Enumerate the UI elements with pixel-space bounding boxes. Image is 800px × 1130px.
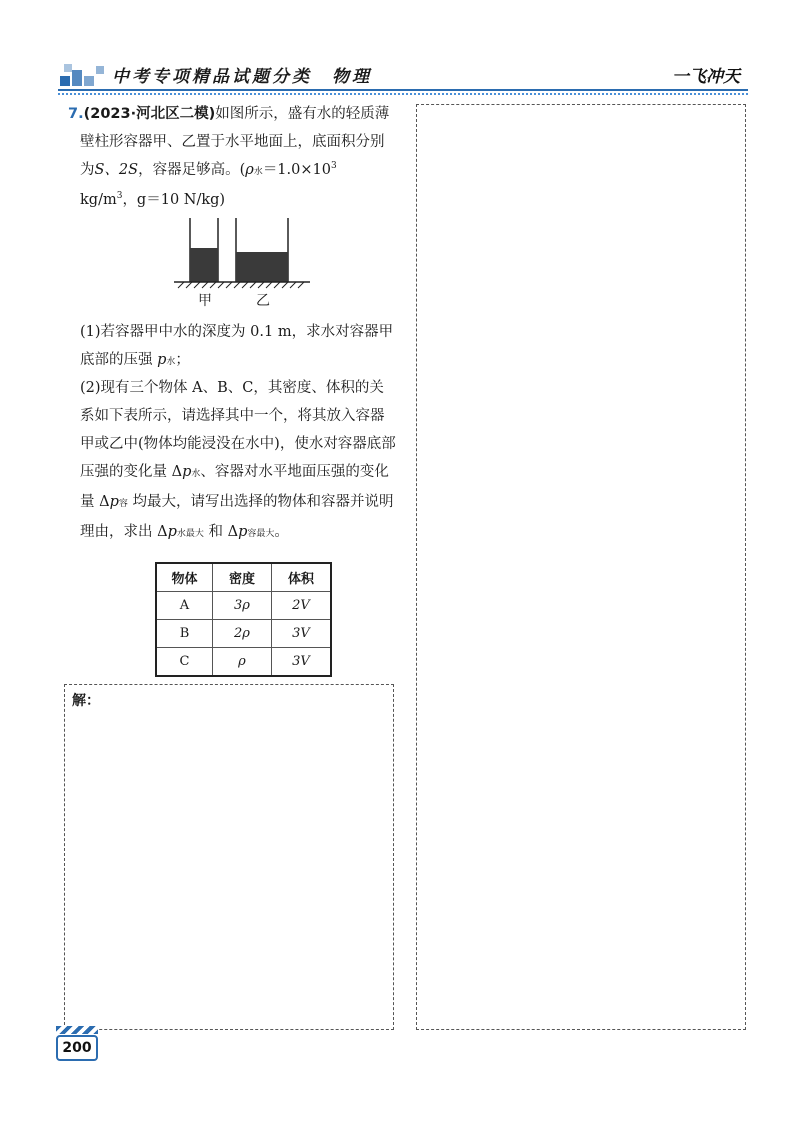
part1-end: ； — [175, 352, 190, 368]
page-number: 200 — [56, 1035, 98, 1061]
table-cell: 3V — [272, 620, 332, 648]
table-cell: A — [156, 592, 213, 620]
rho-unit: kg/m — [80, 192, 117, 208]
table-cell: 2V — [272, 592, 332, 620]
solve-label: 解： — [72, 693, 100, 709]
objects-table — [155, 562, 332, 677]
table-cell: 2ρ — [213, 620, 272, 648]
part2-sub2: 容 — [118, 499, 128, 509]
part1-text: (1)若容器甲中水的深度为 0.1 m，求水对容器甲底部的压强 — [80, 324, 394, 368]
part1-symbol: p — [157, 352, 167, 368]
g-text: ，g＝10 N/kg) — [122, 192, 226, 208]
question-stem — [68, 100, 396, 214]
table-cell: C — [156, 648, 213, 677]
table-header: 体积 — [272, 563, 332, 592]
table-cell: ρ — [213, 648, 272, 677]
part2-sym2: p — [109, 494, 119, 510]
header-title: 中考专项精品试题分类 物理 — [112, 67, 372, 87]
figure-label-jia: 甲 — [198, 293, 212, 309]
stem-text-1: 如图所示，盛有水的轻质薄壁柱形容器甲、乙置于水平地面上，底面积分别为 — [80, 106, 390, 178]
part2-text-b: 、容器对水平地面压强的变化量 Δ — [80, 464, 389, 510]
header-dotted-divider — [58, 93, 748, 95]
part2-sym1: p — [182, 464, 192, 480]
table-header: 密度 — [213, 563, 272, 592]
table-cell: B — [156, 620, 213, 648]
part2-text-e: 。 — [274, 524, 289, 540]
part1-sub: 水 — [166, 357, 176, 367]
rho-unit-exp: 3 — [116, 191, 123, 202]
stem-areas: S、2S — [94, 162, 139, 178]
part2-text-d: 和 Δ — [203, 524, 239, 540]
table-header: 物体 — [156, 563, 213, 592]
table-row — [156, 648, 331, 677]
rho-value: ＝1.0×10 — [262, 162, 331, 178]
part2-sub3: 水最大 — [176, 529, 204, 539]
containers-figure — [170, 210, 330, 310]
figure-label-yi: 乙 — [256, 293, 270, 309]
rho-exp: 3 — [330, 161, 337, 172]
table-header-row — [156, 563, 331, 592]
part2-sym3: p — [167, 524, 177, 540]
page-header — [0, 0, 800, 100]
part2-text-a: (2)现有三个物体 A、B、C，其密度、体积的关系如下表所示，请选择其中一个，将其放入容器甲或乙中(物体均能浸没在水中)，使水对容器底部压强的变化量 Δ — [80, 380, 396, 480]
part2-sub4: 容最大 — [247, 529, 275, 539]
containers-diagram — [170, 210, 330, 310]
question-source: (2023·河北区二模) — [83, 106, 216, 122]
table-cell: 3ρ — [213, 592, 272, 620]
part2-text-c: 均最大，请写出选择的物体和容器并说明理由，求出 Δ — [80, 494, 394, 540]
answer-box-left[interactable] — [64, 684, 394, 1030]
part2-sym4: p — [238, 524, 248, 540]
rho-sub: 水 — [253, 167, 263, 177]
table-row — [156, 620, 331, 648]
header-logo-icon — [60, 62, 108, 90]
part2-sub1: 水 — [191, 469, 201, 479]
table-cell: 3V — [272, 648, 332, 677]
header-brand: 一飞冲天 — [672, 67, 740, 87]
answer-box-right[interactable] — [416, 104, 746, 1030]
question-number: 7. — [68, 106, 84, 122]
page-number-stripe — [56, 1026, 98, 1034]
header-divider — [58, 89, 748, 91]
stem-text-2: ，容器足够高。( — [138, 162, 246, 178]
rho-symbol: ρ — [245, 162, 254, 178]
question-part-1 — [80, 318, 396, 376]
table-row — [156, 592, 331, 620]
question-part-2 — [80, 374, 396, 548]
